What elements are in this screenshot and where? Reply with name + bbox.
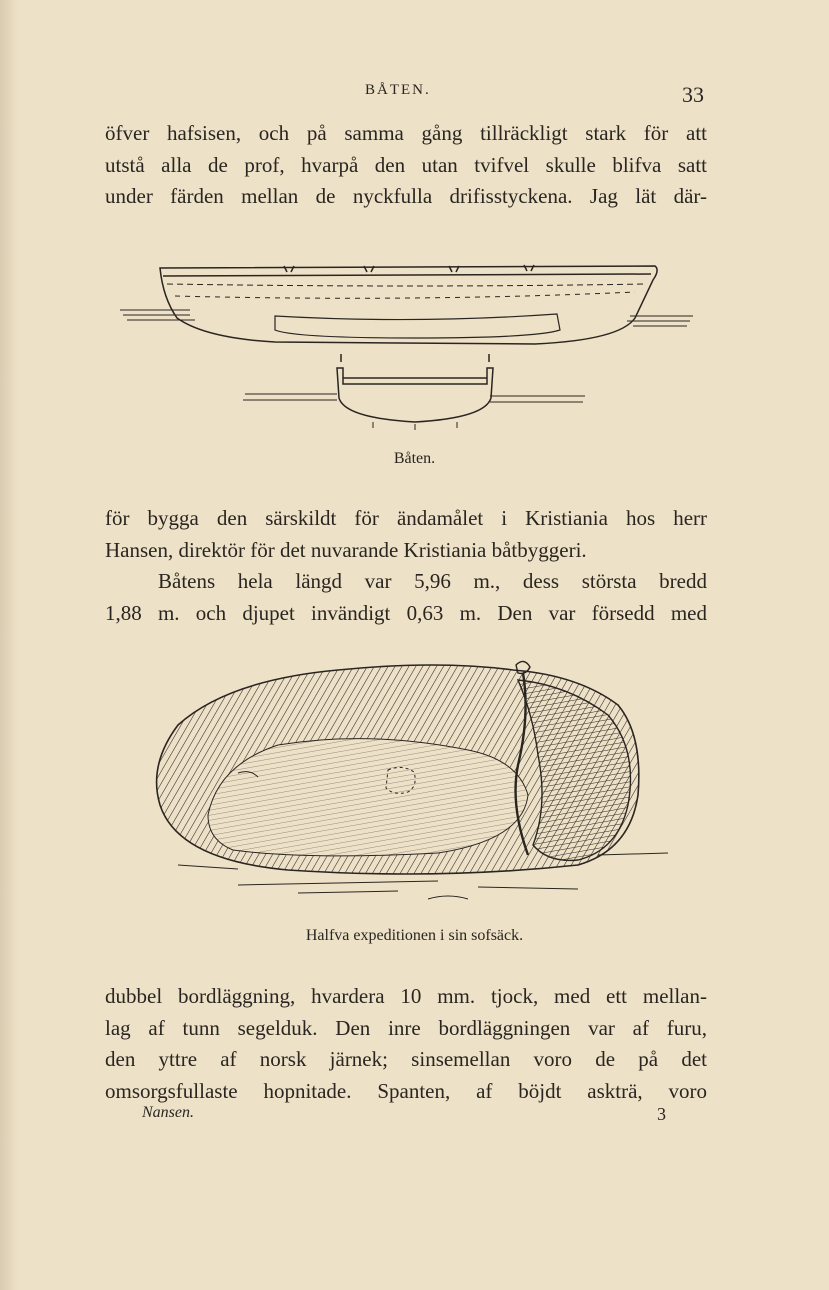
sleeping-bag-caption: Halfva expeditionen i sin sofsäck.	[305, 927, 524, 944]
text-line: 1,88 m. och djupet invändigt 0,63 m. Den var försedd med	[105, 600, 707, 625]
text-line: utstå alla de prof, hvarpå den utan tvifvel skulle blifva satt	[105, 152, 707, 177]
signature-mark-author: Nansen.	[142, 1104, 194, 1121]
text-line: omsorgsfullaste hopnitade. Spanten, af böjdt askträ, voro	[105, 1078, 707, 1103]
boat-illustration	[115, 258, 700, 438]
page-number: 33	[682, 82, 704, 107]
signature-number: 3	[657, 1104, 666, 1124]
text-line: dubbel bordläggning, hvardera 10 mm. tjock, med ett mellan-	[105, 984, 707, 1008]
running-head	[0, 78, 829, 108]
paragraph-top	[105, 118, 707, 213]
text-line: under färden mellan de nyckfulla drifisstyckena. Jag lät där-	[105, 184, 707, 208]
text-line: öfver hafsisen, och på samma gång tillräckligt stark för att	[105, 121, 707, 145]
page-footer	[0, 1104, 829, 1130]
paragraph-bottom	[105, 981, 707, 1107]
text-line: lag af tunn segelduk. Den inre bordläggningen var af furu,	[105, 1015, 707, 1040]
sleeping-bag-illustration	[138, 655, 683, 910]
page-edge-shadow	[0, 0, 18, 1290]
text-line: Hansen, direktör för det nuvarande Kristiania båtbyggeri.	[105, 537, 587, 562]
boat-caption: Båten.	[393, 450, 436, 467]
text-line: Båtens hela längd var 5,96 m., dess största bredd	[158, 569, 707, 593]
running-title: BÅTEN.	[365, 82, 431, 98]
text-line: för bygga den särskildt för ändamålet i Kristiania hos herr	[105, 506, 707, 530]
paragraph-middle	[105, 503, 707, 629]
text-line: den yttre af norsk järnek; sinsemellan voro de på det	[105, 1047, 707, 1071]
